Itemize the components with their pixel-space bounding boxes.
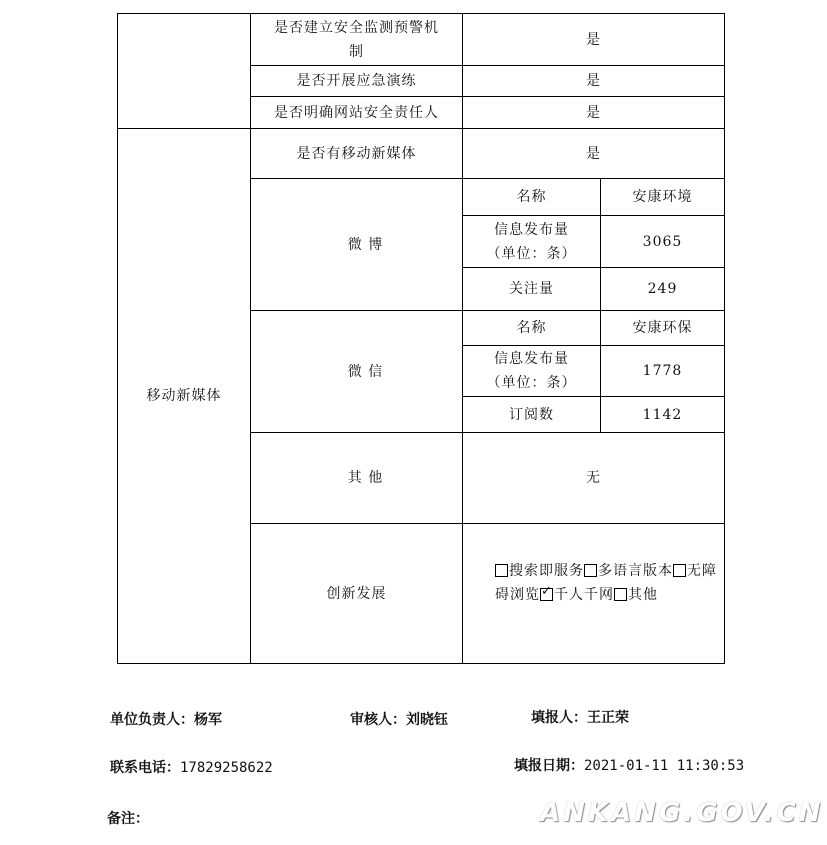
mobile-media-section-label: 移动新媒体 <box>118 129 251 664</box>
weibo-label: 微 博 <box>251 179 463 311</box>
security-warning-value: 是 <box>463 14 725 66</box>
report-date <box>514 755 744 775</box>
watermark: ANKANG.GOV.CN <box>540 798 824 828</box>
filler-value: 王正荣 <box>587 710 629 726</box>
weibo-name-value: 安康环境 <box>601 179 725 216</box>
checkbox-personalized[interactable] <box>540 588 553 601</box>
unit-head-value: 杨军 <box>194 712 222 728</box>
option-multi-language[interactable]: 多语言版本 <box>584 563 673 579</box>
has-mobile-media-label: 是否有移动新媒体 <box>251 129 463 179</box>
unit-head-label: 单位负责人： <box>110 712 194 728</box>
checkbox-other[interactable] <box>614 588 627 601</box>
weibo-posts-value: 3065 <box>601 216 725 268</box>
filler-label: 填报人： <box>531 710 587 726</box>
wechat-subscribers-label: 订阅数 <box>463 397 601 433</box>
phone <box>110 757 273 777</box>
date-label: 填报日期： <box>514 758 584 774</box>
responsible-person-value: 是 <box>463 97 725 129</box>
phone-value: 17829258622 <box>180 760 273 776</box>
option-personalized[interactable]: ✓ 千人千网 <box>540 587 614 603</box>
security-warning-label: 是否建立安全监测预警机制 <box>251 14 463 66</box>
has-mobile-media-value: 是 <box>463 129 725 179</box>
emergency-drill-value: 是 <box>463 66 725 97</box>
option-other[interactable]: 其他 <box>614 587 658 603</box>
wechat-subscribers-value: 1142 <box>601 397 725 433</box>
date-value: 2021-01-11 11:30:53 <box>584 758 745 774</box>
wechat-name-value: 安康环保 <box>601 311 725 346</box>
responsible-person-label: 是否明确网站安全责任人 <box>251 97 463 129</box>
reviewer <box>350 709 448 729</box>
weibo-name-label: 名称 <box>463 179 601 216</box>
wechat-posts-value: 1778 <box>601 346 725 397</box>
phone-label: 联系电话： <box>110 760 180 776</box>
reviewer-value: 刘晓钰 <box>406 712 448 728</box>
wechat-label: 微 信 <box>251 311 463 433</box>
remarks-label: 备注： <box>107 811 149 827</box>
reviewer-label: 审核人： <box>350 712 406 728</box>
checkbox-search-service[interactable] <box>495 564 508 577</box>
checkbox-accessibility[interactable] <box>673 564 686 577</box>
other-label: 其 他 <box>251 433 463 524</box>
emergency-drill-label: 是否开展应急演练 <box>251 66 463 97</box>
security-section-cell <box>118 14 251 129</box>
innovation-options <box>463 524 725 664</box>
option-accessibility[interactable]: 无障碍浏览 <box>495 562 717 603</box>
filler <box>531 707 629 727</box>
option-search-service[interactable]: 搜索即服务 <box>495 563 584 579</box>
weibo-followers-label: 关注量 <box>463 268 601 311</box>
wechat-posts-label: 信息发布量（单位：条） <box>463 346 601 397</box>
report-table <box>117 13 725 664</box>
weibo-followers-value: 249 <box>601 268 725 311</box>
checkbox-multi-language[interactable] <box>584 564 597 577</box>
unit-head <box>110 709 222 729</box>
weibo-posts-label: 信息发布量（单位：条） <box>463 216 601 268</box>
other-value: 无 <box>463 433 725 524</box>
wechat-name-label: 名称 <box>463 311 601 346</box>
innovation-label: 创新发展 <box>251 524 463 664</box>
